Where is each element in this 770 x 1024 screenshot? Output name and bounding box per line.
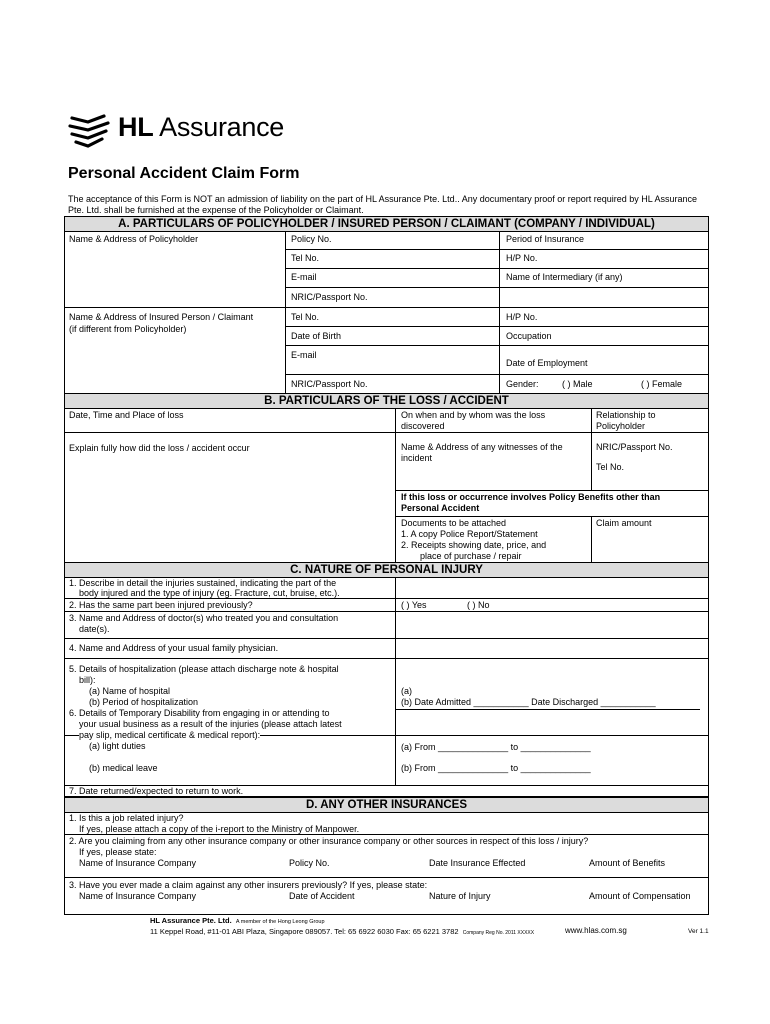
occupation-label: Occupation	[506, 331, 552, 341]
section-c-header: C. NATURE OF PERSONAL INJURY	[65, 563, 708, 578]
relationship-label-2: Policyholder	[596, 421, 646, 431]
discovered-label-2: discovered	[401, 421, 445, 431]
doc-1: 1. A copy Police Report/Statement	[401, 529, 538, 539]
q5-b: (b) Period of hospitalization	[89, 697, 199, 707]
q6-text-2: your usual business as a result of the injuries (please attach latest	[79, 719, 342, 729]
benefits-note-2: Personal Accident	[401, 503, 480, 513]
q6-a: (a) light duties	[89, 741, 146, 751]
intermediary-label: Name of Intermediary (if any)	[506, 272, 623, 282]
no-option[interactable]: ( ) No	[467, 600, 490, 610]
version-label: Ver 1.1	[688, 928, 709, 935]
witness-tel-label: Tel No.	[596, 462, 625, 472]
col-benefits: Amount of Benefits	[589, 858, 666, 868]
date-place-label: Date, Time and Place of loss	[69, 410, 184, 420]
d-q2-2: If yes, please state:	[79, 847, 157, 857]
q1-text-2: body injured and the type of injury (eg. Fracture, cut, bruise, etc.).	[79, 588, 340, 598]
policyholder-label: Name & Address of Policyholder	[69, 234, 199, 244]
a6-b: (b) From ______________ to ______________	[401, 763, 591, 773]
col-compensation: Amount of Compensation	[589, 891, 691, 901]
doc-2-cont: place of purchase / repair	[420, 551, 522, 561]
q6-b: (b) medical leave	[89, 763, 158, 773]
footer-address: 11 Keppel Road, #11-01 ABI Plaza, Singapore 089057. Tel: 65 6922 6030 Fax: 65 6221 3782 Company Reg No. 2011 XXXXX	[150, 927, 535, 936]
a5-b: (b) Date Admitted ___________ Date Discharged ___________	[401, 697, 656, 707]
nric-label-2: NRIC/Passport No.	[291, 379, 368, 389]
col-policy: Policy No.	[289, 858, 330, 868]
explain-label: Explain fully how did the loss / accident occur	[69, 443, 250, 453]
tel-label-2: Tel No.	[291, 312, 320, 322]
email-label-2: E-mail	[291, 350, 317, 360]
docs-label: Documents to be attached	[401, 518, 507, 528]
d-q1-2: If yes, please attach a copy of the i-report to the Ministry of Manpower.	[79, 824, 360, 834]
q5-text: 5. Details of hospitalization (please attach discharge note & hospital	[69, 664, 339, 674]
q1-text: 1. Describe in detail the injuries sustained, indicating the part of the	[69, 578, 337, 588]
col-injury: Nature of Injury	[429, 891, 491, 901]
benefits-note: If this loss or occurrence involves Policy Benefits other than	[401, 492, 661, 502]
section-d	[64, 797, 709, 915]
doc-2: 2. Receipts showing date, price, and	[401, 540, 547, 550]
hl-assurance-logo-icon	[68, 112, 114, 152]
q6-text: 6. Details of Temporary Disability from engaging in or attending to	[69, 708, 330, 718]
discovered-label: On when and by whom was the loss	[401, 410, 546, 420]
hp-label: H/P No.	[506, 253, 538, 263]
dob-label: Date of Birth	[291, 331, 342, 341]
relationship-label: Relationship to	[596, 410, 656, 420]
section-a-header: A. PARTICULARS OF POLICYHOLDER / INSURED PERSON / CLAIMANT (COMPANY / INDIVIDUAL)	[65, 217, 708, 232]
insured-note: (if different from Policyholder)	[69, 324, 187, 334]
witness-nric-label: NRIC/Passport No.	[596, 442, 673, 452]
col-accident: Date of Accident	[289, 891, 355, 901]
d-q1: 1. Is this a job related injury?	[69, 813, 184, 823]
witness-label: Name & Address of any witnesses of the	[401, 442, 563, 452]
brand-name: HL Assurance	[118, 112, 284, 142]
q4-text: 4. Name and Address of your usual family physician.	[69, 643, 279, 653]
footer-website[interactable]: www.hlas.com.sg	[565, 926, 627, 935]
d-q2: 2. Are you claiming from any other insurance company or other insurance company or other sources in respect of this loss / injury?	[69, 836, 589, 846]
q5-a: (a) Name of hospital	[89, 686, 171, 696]
col-company-2: Name of Insurance Company	[79, 891, 197, 901]
gender-male-option[interactable]: ( ) Male	[562, 379, 593, 389]
footer-company: HL Assurance Pte. Ltd. A member of the Hong Leong Group	[150, 916, 325, 925]
gender-label: Gender:	[506, 379, 539, 389]
yes-option[interactable]: ( ) Yes	[401, 600, 427, 610]
insured-label: Name & Address of Insured Person / Claimant	[69, 312, 254, 322]
period-label: Period of Insurance	[506, 234, 585, 244]
a6-a: (a) From ______________ to ______________	[401, 742, 591, 752]
section-b	[64, 393, 709, 563]
form-title: Personal Accident Claim Form	[68, 165, 300, 182]
gender-female-option[interactable]: ( ) Female	[641, 379, 683, 389]
nric-label: NRIC/Passport No.	[291, 292, 368, 302]
q3-text-2: date(s).	[79, 624, 110, 634]
col-company: Name of Insurance Company	[79, 858, 197, 868]
a5-a: (a)	[401, 686, 412, 696]
col-effected: Date Insurance Effected	[429, 858, 526, 868]
section-b-header: B. PARTICULARS OF THE LOSS / ACCIDENT	[65, 394, 708, 409]
d-q3: 3. Have you ever made a claim against any other insurers previously? If yes, please state:	[69, 880, 428, 890]
email-label: E-mail	[291, 272, 317, 282]
q3-text: 3. Name and Address of doctor(s) who treated you and consultation	[69, 613, 339, 623]
policy-no-label: Policy No.	[291, 234, 332, 244]
section-d-header: D. ANY OTHER INSURANCES	[65, 798, 708, 813]
section-c	[64, 562, 709, 797]
tel-label: Tel No.	[291, 253, 320, 263]
q2-text: 2. Has the same part been injured previously?	[69, 600, 253, 610]
intro-text: The acceptance of this Form is NOT an admission of liability on the part of HL Assurance Pte. Ltd.. Any documentary proof or report required by HL Assurance Pte. Ltd. shall be furnished at the expense of the Policyholder or Claimant.	[68, 194, 697, 215]
section-a	[64, 216, 709, 394]
q6-text-3: pay slip, medical certificate & medical report):	[79, 730, 261, 740]
employment-label: Date of Employment	[506, 358, 588, 368]
q7-text: 7. Date returned/expected to return to work.	[69, 786, 244, 796]
witness-label-2: incident	[401, 453, 433, 463]
hp-label-2: H/P No.	[506, 312, 538, 322]
q5-text-2: bill):	[79, 675, 96, 685]
claim-amount-label: Claim amount	[596, 518, 652, 528]
